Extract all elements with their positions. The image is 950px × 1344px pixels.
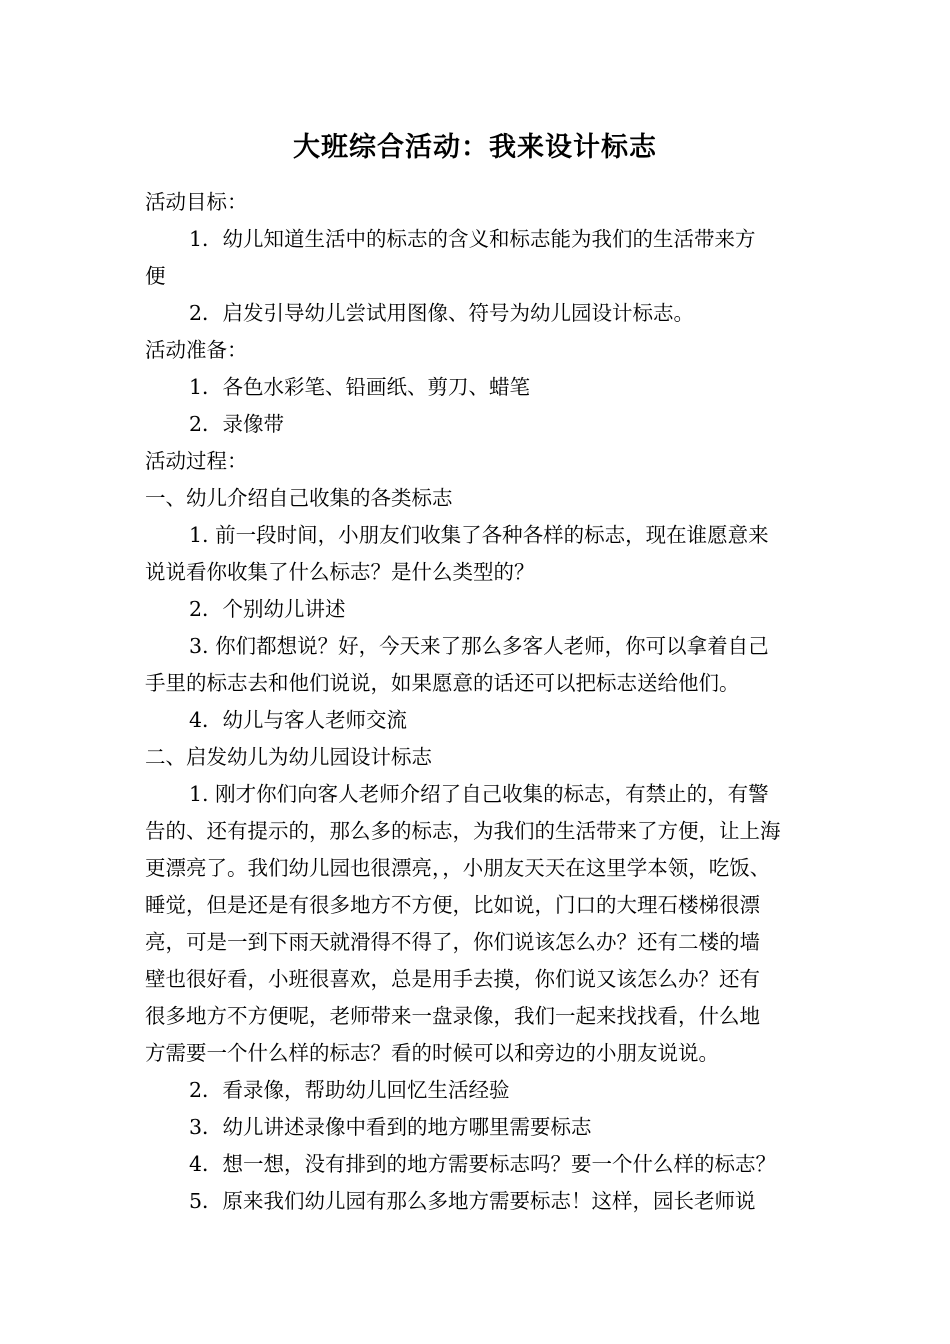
document-title: 大班综合活动：我来设计标志 — [293, 132, 657, 163]
text-line: 活动目标： — [145, 190, 248, 214]
text-line: 说说看你收集了什么标志？是什么类型的？ — [145, 560, 535, 584]
text-line: 1．各色水彩笔、铅画纸、剪刀、蜡笔 — [189, 375, 531, 399]
text-line: 2．录像带 — [189, 412, 285, 436]
text-line: 2．个别幼儿讲述 — [189, 597, 346, 621]
text-line: 更漂亮了。我们幼儿园也很漂亮，，小朋友天天在这里学本领，吃饭、 — [145, 856, 771, 880]
text-line: 1. 刚才你们向客人老师介绍了自己收集的标志，有禁止的，有警 — [189, 782, 769, 806]
text-line: 3. 你们都想说？好，今天来了那么多客人老师，你可以拿着自己 — [189, 634, 769, 658]
text-line: 5．原来我们幼儿园有那么多地方需要标志！这样，园长老师说 — [189, 1189, 756, 1213]
text-line: 壁也很好看，小班很喜欢，总是用手去摸，你们说又该怎么办？还有 — [145, 967, 760, 991]
text-line: 2．看录像，帮助幼儿回忆生活经验 — [189, 1078, 510, 1102]
text-line: 便 — [145, 264, 166, 288]
text-line: 睡觉，但是还是有很多地方不方便，比如说，门口的大理石楼梯很漂 — [145, 893, 760, 917]
text-line: 1．幼儿知道生活中的标志的含义和标志能为我们的生活带来方 — [189, 227, 756, 251]
text-line: 亮，可是一到下雨天就滑得不得了，你们说该怎么办？还有二楼的墙 — [145, 930, 760, 954]
text-line: 一、幼儿介绍自己收集的各类标志 — [145, 486, 453, 510]
text-line: 3．幼儿讲述录像中看到的地方哪里需要标志 — [189, 1115, 592, 1139]
text-line: 2．启发引导幼儿尝试用图像、符号为幼儿园设计标志。 — [189, 301, 695, 325]
text-line: 活动准备： — [145, 338, 248, 362]
text-line: 1. 前一段时间，小朋友们收集了各种各样的标志，现在谁愿意来 — [189, 523, 769, 547]
text-line: 方需要一个什么样的标志？看的时候可以和旁边的小朋友说说。 — [145, 1041, 719, 1065]
text-line: 二、启发幼儿为幼儿园设计标志 — [145, 745, 432, 769]
text-line: 4．想一想，没有排到的地方需要标志吗？要一个什么样的标志？ — [189, 1152, 777, 1176]
text-line: 4．幼儿与客人老师交流 — [189, 708, 408, 732]
document-body — [145, 184, 810, 1220]
text-line: 很多地方不方便呢，老师带来一盘录像，我们一起来找找看，什么地 — [145, 1004, 760, 1028]
text-line: 活动过程： — [145, 449, 248, 473]
text-line: 手里的标志去和他们说说，如果愿意的话还可以把标志送给他们。 — [145, 671, 740, 695]
text-line: 告的、还有提示的，那么多的标志，为我们的生活带来了方便，让上海 — [145, 819, 781, 843]
